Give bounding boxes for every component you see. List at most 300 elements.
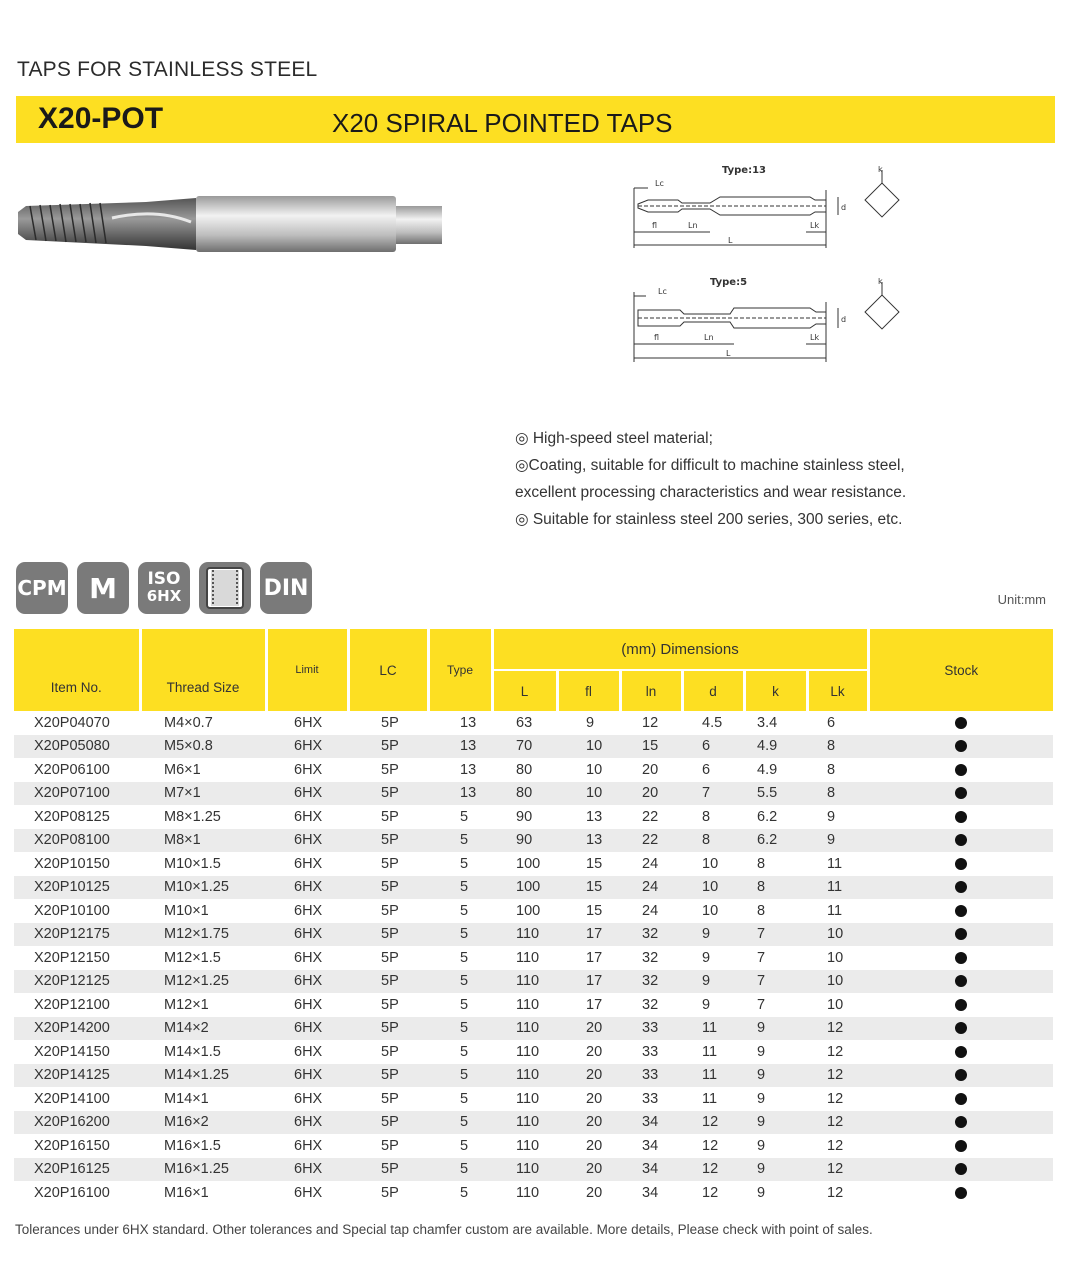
cell-thread-size: M12×1.25 <box>140 970 266 994</box>
cell-stock <box>868 852 1053 876</box>
cell-item-no: X20P16100 <box>34 1184 110 1201</box>
table-row <box>14 1134 1053 1158</box>
in-stock-dot-icon <box>955 999 967 1011</box>
in-stock-dot-icon <box>955 1069 967 1081</box>
cell-lk: 9 <box>807 829 868 853</box>
cell-l: 110 <box>492 923 557 947</box>
cell-k: 7 <box>744 970 807 994</box>
cell-stock <box>868 993 1053 1017</box>
cell-type: 5 <box>428 1111 492 1135</box>
cell-l: 100 <box>516 902 541 919</box>
cell-lk: 10 <box>827 949 844 966</box>
type5-d-label: d <box>841 315 847 324</box>
cell-item-no: X20P05080 <box>14 735 140 759</box>
din-badge: DIN <box>260 562 312 614</box>
tap-product-image <box>16 178 446 268</box>
cell-stock <box>868 829 1053 853</box>
cell-lk: 12 <box>807 1111 868 1135</box>
cell-d: 9 <box>682 923 744 947</box>
cell-stock <box>868 876 1053 900</box>
cell-stock <box>868 1111 1053 1135</box>
cell-k: 8 <box>757 902 766 919</box>
cell-stock <box>868 1017 1053 1041</box>
in-stock-dot-icon <box>955 764 967 776</box>
cell-l: 110 <box>492 1064 557 1088</box>
cell-item-no: X20P06100 <box>34 761 110 778</box>
feature-item: ◎ High-speed steel material; <box>515 430 713 447</box>
cell-type: 13 <box>460 714 477 731</box>
cell-ln: 34 <box>620 1158 682 1182</box>
cell-ln: 33 <box>642 1090 659 1107</box>
cell-ln: 22 <box>642 808 659 825</box>
cell-type: 13 <box>460 761 477 778</box>
table-row <box>14 876 1053 900</box>
cell-fl: 15 <box>557 876 620 900</box>
cell-ln: 15 <box>620 735 682 759</box>
cell-type: 5 <box>460 1090 469 1107</box>
type13-l-label: L <box>728 236 733 245</box>
cell-fl: 17 <box>586 949 603 966</box>
in-stock-dot-icon <box>955 975 967 987</box>
cell-lc: 5P <box>348 876 428 900</box>
cell-d: 11 <box>702 1043 718 1060</box>
cell-lk: 11 <box>827 855 843 872</box>
cell-l: 110 <box>492 1111 557 1135</box>
cell-limit: 6HX <box>294 808 323 825</box>
cell-ln: 32 <box>620 970 682 994</box>
cell-d: 9 <box>702 996 711 1013</box>
cell-lk: 8 <box>807 735 868 759</box>
header-d: d <box>682 670 744 711</box>
cell-thread-size: M16×1.25 <box>140 1158 266 1182</box>
cell-type: 5 <box>428 970 492 994</box>
cell-lc: 5P <box>348 970 428 994</box>
cell-l: 80 <box>516 761 533 778</box>
cell-fl: 10 <box>557 782 620 806</box>
cell-lc: 5P <box>348 1158 428 1182</box>
cell-type: 5 <box>428 923 492 947</box>
cell-l: 90 <box>516 808 533 825</box>
cell-stock <box>868 735 1053 759</box>
cell-k: 4.9 <box>744 735 807 759</box>
cell-lk: 8 <box>807 782 868 806</box>
cell-k: 9 <box>744 1158 807 1182</box>
cell-fl: 20 <box>557 1064 620 1088</box>
cell-k: 3.4 <box>757 714 778 731</box>
cell-stock <box>868 1064 1053 1088</box>
table-row <box>14 852 1053 876</box>
cell-thread-size: M8×1 <box>140 829 266 853</box>
type13-d-label: d <box>841 203 847 212</box>
cell-thread-size: M10×1 <box>164 902 209 919</box>
cell-thread-size: M14×1.5 <box>164 1043 221 1060</box>
cell-l: 100 <box>516 855 541 872</box>
cell-thread-size: M14×1 <box>164 1090 209 1107</box>
cell-thread-size: M16×1 <box>164 1184 209 1201</box>
cell-lk: 12 <box>807 1158 868 1182</box>
cell-item-no: X20P16200 <box>14 1111 140 1135</box>
cell-limit: 6HX <box>266 876 348 900</box>
cell-ln: 33 <box>620 1064 682 1088</box>
cell-l: 100 <box>492 876 557 900</box>
table-row <box>14 923 1053 947</box>
in-stock-dot-icon <box>955 1163 967 1175</box>
cell-item-no: X20P12125 <box>14 970 140 994</box>
table-row <box>14 805 1053 829</box>
cell-limit: 6HX <box>294 1090 323 1107</box>
in-stock-dot-icon <box>955 1093 967 1105</box>
cell-lc: 5P <box>348 829 428 853</box>
cell-l: 80 <box>492 782 557 806</box>
cell-limit: 6HX <box>266 1064 348 1088</box>
cell-item-no: X20P14150 <box>34 1043 110 1060</box>
cell-l: 110 <box>492 970 557 994</box>
cell-limit: 6HX <box>266 923 348 947</box>
cell-thread-size: M6×1 <box>164 761 201 778</box>
header-stock: Stock <box>868 629 1053 711</box>
cell-d: 6 <box>682 735 744 759</box>
cell-ln: 12 <box>642 714 659 731</box>
cell-fl: 20 <box>557 1158 620 1182</box>
cell-d: 11 <box>682 1064 744 1088</box>
cell-l: 110 <box>516 1043 540 1060</box>
cell-d: 11 <box>682 1017 744 1041</box>
table-row <box>14 993 1053 1017</box>
cell-type: 5 <box>428 1064 492 1088</box>
type5-diagram <box>620 272 920 367</box>
cell-lk: 12 <box>827 1043 844 1060</box>
cell-d: 10 <box>702 855 719 872</box>
cell-ln: 34 <box>642 1137 659 1154</box>
iso-badge <box>138 562 190 614</box>
type13-title: Type:13 <box>722 165 767 176</box>
cell-lc: 5P <box>348 782 428 806</box>
cell-limit: 6HX <box>266 1111 348 1135</box>
table-row <box>14 1158 1053 1182</box>
cell-fl: 10 <box>586 761 603 778</box>
in-stock-dot-icon <box>955 834 967 846</box>
cell-d: 4.5 <box>702 714 723 731</box>
table-row <box>14 782 1053 806</box>
cell-limit: 6HX <box>266 829 348 853</box>
cell-stock <box>868 970 1053 994</box>
cell-item-no: X20P14100 <box>34 1090 110 1107</box>
cell-thread-size: M7×1 <box>140 782 266 806</box>
cell-d: 10 <box>682 876 744 900</box>
cell-d: 12 <box>702 1137 719 1154</box>
cell-lk: 9 <box>827 808 836 825</box>
cell-type: 5 <box>428 876 492 900</box>
cell-thread-size: M14×2 <box>140 1017 266 1041</box>
cell-ln: 24 <box>642 855 659 872</box>
cell-d: 7 <box>682 782 744 806</box>
in-stock-dot-icon <box>955 905 967 917</box>
cell-limit: 6HX <box>266 735 348 759</box>
product-banner <box>16 96 1055 143</box>
cell-k: 8 <box>744 876 807 900</box>
in-stock-dot-icon <box>955 1046 967 1058</box>
cell-ln: 20 <box>642 761 659 778</box>
category-title: TAPS FOR STAINLESS STEEL <box>17 58 318 81</box>
cell-thread-size: M12×1 <box>164 996 209 1013</box>
in-stock-dot-icon <box>955 1140 967 1152</box>
cell-item-no: X20P10150 <box>34 855 110 872</box>
cell-type: 5 <box>428 1158 492 1182</box>
cell-lk: 12 <box>827 1137 844 1154</box>
cell-stock <box>868 899 1053 923</box>
in-stock-dot-icon <box>955 811 967 823</box>
cell-item-no: X20P14125 <box>14 1064 140 1088</box>
cell-d: 8 <box>702 808 711 825</box>
footnote: Tolerances under 6HX standard. Other tolerances and Special tap chamfer custom are available. More details, Please check with point of sales. <box>15 1222 873 1237</box>
cell-ln: 34 <box>642 1184 659 1201</box>
cell-item-no: X20P04070 <box>34 714 110 731</box>
cell-stock <box>868 805 1053 829</box>
cell-l: 110 <box>516 1090 540 1107</box>
cell-lk: 12 <box>827 1184 844 1201</box>
cell-limit: 6HX <box>294 855 323 872</box>
cell-item-no: X20P16125 <box>14 1158 140 1182</box>
cell-lk: 8 <box>827 761 836 778</box>
cell-k: 9 <box>757 1184 766 1201</box>
metric-badge: M <box>77 562 129 614</box>
cell-stock <box>868 1134 1053 1158</box>
type13-lc-label: Lc <box>655 179 664 188</box>
cell-lc: 5P <box>381 714 399 731</box>
header-ln: ln <box>620 670 682 711</box>
cell-type: 13 <box>428 735 492 759</box>
type13-ln-label: Ln <box>688 221 698 230</box>
table-row <box>14 970 1053 994</box>
cell-type: 5 <box>460 902 469 919</box>
cell-k: 7 <box>744 923 807 947</box>
cell-ln: 33 <box>620 1017 682 1041</box>
cell-d: 12 <box>682 1158 744 1182</box>
cell-item-no: X20P16150 <box>34 1137 110 1154</box>
cell-k: 9 <box>744 1064 807 1088</box>
cell-lc: 5P <box>381 949 399 966</box>
type13-lk-label: Lk <box>810 221 820 230</box>
cell-l: 110 <box>516 1184 540 1201</box>
cell-stock <box>868 782 1053 806</box>
cell-item-no: X20P12100 <box>34 996 110 1013</box>
cell-type: 5 <box>460 949 469 966</box>
cell-thread-size: M16×1.5 <box>164 1137 221 1154</box>
cell-stock <box>868 923 1053 947</box>
cell-stock <box>868 711 1053 735</box>
cell-item-no: X20P12150 <box>34 949 110 966</box>
cell-lk: 10 <box>827 996 844 1013</box>
cell-limit: 6HX <box>294 1043 323 1060</box>
table-row <box>14 899 1053 923</box>
cell-type: 5 <box>460 855 469 872</box>
type5-ln-label: Ln <box>704 333 714 342</box>
cell-ln: 32 <box>642 949 659 966</box>
cell-lc: 5P <box>348 1111 428 1135</box>
in-stock-dot-icon <box>955 858 967 870</box>
cell-k: 6.2 <box>757 808 778 825</box>
cell-lc: 5P <box>381 1043 399 1060</box>
cell-k: 9 <box>757 1090 766 1107</box>
cell-item-no: X20P08125 <box>34 808 110 825</box>
cell-k: 6.2 <box>744 829 807 853</box>
cell-lk: 12 <box>807 1064 868 1088</box>
cell-limit: 6HX <box>294 1137 323 1154</box>
cell-lk: 12 <box>807 1017 868 1041</box>
cell-k: 7 <box>757 949 766 966</box>
header-thread-size: Thread Size <box>140 629 266 711</box>
cell-fl: 15 <box>586 855 603 872</box>
cell-thread-size: M4×0.7 <box>164 714 213 731</box>
cell-d: 10 <box>702 902 719 919</box>
cell-limit: 6HX <box>294 996 323 1013</box>
cell-lk: 10 <box>807 923 868 947</box>
cell-item-no: X20P08100 <box>14 829 140 853</box>
cell-fl: 20 <box>557 1017 620 1041</box>
standard-badges <box>16 562 312 614</box>
cell-lk: 6 <box>827 714 836 731</box>
header-l: L <box>492 670 557 711</box>
cell-ln: 24 <box>642 902 659 919</box>
type5-k-label: k <box>878 277 883 286</box>
cell-type: 5 <box>460 808 469 825</box>
cell-item-no: X20P07100 <box>14 782 140 806</box>
cell-limit: 6HX <box>266 970 348 994</box>
cell-thread-size: M5×0.8 <box>140 735 266 759</box>
cell-k: 9 <box>744 1111 807 1135</box>
cell-type: 5 <box>460 1137 469 1154</box>
cell-thread-size: M8×1.25 <box>164 808 221 825</box>
cell-thread-size: M14×1.25 <box>140 1064 266 1088</box>
cell-type: 5 <box>460 996 469 1013</box>
header-fl: fl <box>557 670 620 711</box>
cell-thread-size: M12×1.5 <box>164 949 221 966</box>
cell-d: 11 <box>702 1090 718 1107</box>
header-type: Type <box>428 629 492 711</box>
cell-l: 110 <box>492 1158 557 1182</box>
table-row <box>14 758 1053 782</box>
cell-stock <box>868 1040 1053 1064</box>
cell-type: 5 <box>460 1184 469 1201</box>
cell-fl: 13 <box>557 829 620 853</box>
cell-d: 8 <box>682 829 744 853</box>
type13-fl-label: fl <box>652 221 658 230</box>
cell-lk: 12 <box>827 1090 844 1107</box>
in-stock-dot-icon <box>955 717 967 729</box>
table-row <box>14 1181 1053 1205</box>
cell-l: 110 <box>516 996 540 1013</box>
cell-limit: 6HX <box>294 1184 323 1201</box>
cell-limit: 6HX <box>266 1017 348 1041</box>
cell-lc: 5P <box>348 735 428 759</box>
table-row <box>14 1087 1053 1111</box>
cell-l: 70 <box>492 735 557 759</box>
type5-fl-label: fl <box>654 333 660 342</box>
type5-l-label: L <box>726 349 731 358</box>
table-row <box>14 1040 1053 1064</box>
cell-item-no: X20P10100 <box>34 902 110 919</box>
cell-item-no: X20P14200 <box>14 1017 140 1041</box>
cell-fl: 15 <box>586 902 603 919</box>
cell-item-no: X20P12175 <box>14 923 140 947</box>
in-stock-dot-icon <box>955 881 967 893</box>
header-lk: Lk <box>807 670 868 711</box>
product-subtitle: X20 SPIRAL POINTED TAPS <box>332 108 673 138</box>
cell-ln: 20 <box>620 782 682 806</box>
cpm-badge: CPM <box>16 562 68 614</box>
product-code: X20-POT <box>38 102 164 135</box>
table-row <box>14 1111 1053 1135</box>
cell-stock <box>868 758 1053 782</box>
cell-ln: 32 <box>620 923 682 947</box>
table-row <box>14 711 1053 735</box>
cell-d: 12 <box>682 1111 744 1135</box>
cell-lc: 5P <box>381 855 399 872</box>
cell-lk: 10 <box>807 970 868 994</box>
header-dimensions: (mm) Dimensions <box>492 629 868 670</box>
header-item-no: Item No. <box>14 629 140 711</box>
iso-badge-bottom: 6HX <box>146 587 182 605</box>
cell-lc: 5P <box>381 1137 399 1154</box>
cell-l: 110 <box>492 1017 557 1041</box>
cell-fl: 20 <box>586 1090 603 1107</box>
type5-lc-label: Lc <box>658 287 667 296</box>
cell-ln: 24 <box>620 876 682 900</box>
cell-fl: 10 <box>557 735 620 759</box>
cell-l: 110 <box>516 949 540 966</box>
table-row <box>14 946 1053 970</box>
cell-lc: 5P <box>381 996 399 1013</box>
header-limit: Limit <box>266 629 348 711</box>
table-row <box>14 829 1053 853</box>
cell-limit: 6HX <box>294 714 323 731</box>
cell-d: 9 <box>682 970 744 994</box>
table-row <box>14 1064 1053 1088</box>
cell-k: 9 <box>744 1017 807 1041</box>
cell-fl: 20 <box>586 1184 603 1201</box>
cell-k: 8 <box>757 855 766 872</box>
cell-ln: 33 <box>642 1043 659 1060</box>
cell-fl: 20 <box>586 1137 603 1154</box>
type5-lk-label: Lk <box>810 333 820 342</box>
cell-l: 63 <box>516 714 533 731</box>
cell-lc: 5P <box>381 761 399 778</box>
cell-limit: 6HX <box>294 949 323 966</box>
cell-lc: 5P <box>348 1064 428 1088</box>
cell-thread-size: M16×2 <box>140 1111 266 1135</box>
cell-k: 5.5 <box>744 782 807 806</box>
type5-title: Type:5 <box>710 277 748 288</box>
cell-limit: 6HX <box>294 761 323 778</box>
feature-item: ◎ Suitable for stainless steel 200 series, 300 series, etc. <box>515 511 903 528</box>
type13-k-label: k <box>878 165 883 174</box>
feature-item: ◎Coating, suitable for difficult to machine stainless steel, <box>515 457 905 474</box>
cell-lc: 5P <box>348 923 428 947</box>
cell-lc: 5P <box>381 902 399 919</box>
cell-limit: 6HX <box>266 782 348 806</box>
in-stock-dot-icon <box>955 1116 967 1128</box>
cell-stock <box>868 1087 1053 1111</box>
cell-thread-size: M10×1.25 <box>140 876 266 900</box>
cell-thread-size: M10×1.5 <box>164 855 221 872</box>
cell-type: 13 <box>428 782 492 806</box>
cell-k: 9 <box>757 1137 766 1154</box>
cell-type: 5 <box>428 1017 492 1041</box>
pointed-tap-icon <box>199 562 251 614</box>
in-stock-dot-icon <box>955 787 967 799</box>
iso-badge-top: ISO <box>147 569 181 589</box>
feature-list <box>515 425 1035 533</box>
